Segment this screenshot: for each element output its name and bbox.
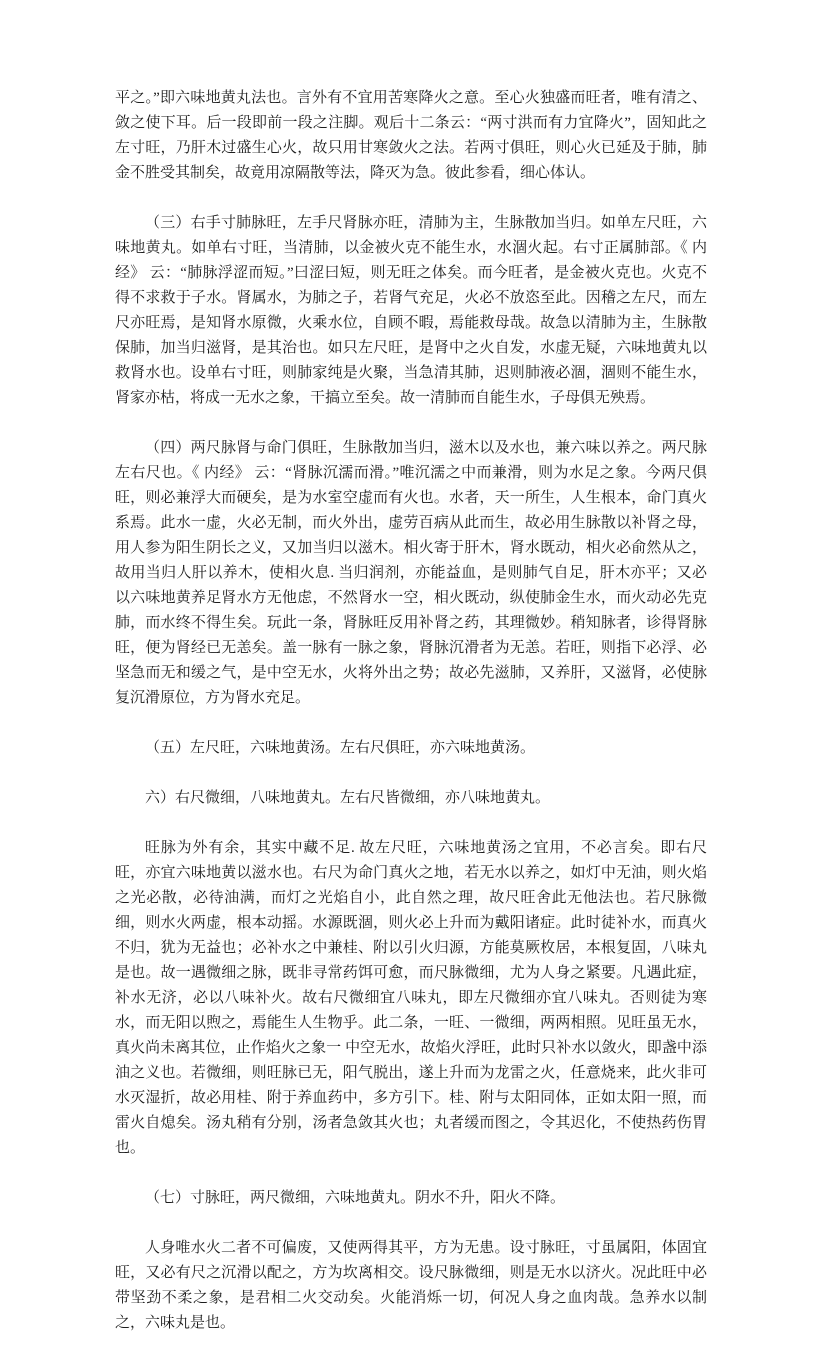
paragraph-continuation: 平之。”即六味地黄丸法也。言外有不宜用苦寒降火之意。至心火独盛而旺者，唯有清之、敛之使下耳。后一段即前一段之注脚。观后十二条云：“两寸洪而有力宜降火”，固知此之左寸旺，乃肝木过盛生心火，故只用甘寒敛火之法。若两寸俱旺，则心火已延及于肺，肺金不胜受其制矣，故竟用凉隔散等法，降灭为急。彼此参看，细心体认。 [115, 90, 707, 181]
paragraph-closing: 人身唯水火二者不可偏废，又使两得其平，方为无患。设寸脉旺，寸虽属阳，体固宜旺，又必有尺之沉滑以配之，方为坎离相交。设尺脉微细，则是无水以济火。况此旺中必带坚劲不柔之象，是君相二火交动矣。火能消烁一切，何况人身之血肉哉。急养水以制之，六味丸是也。 [115, 1240, 707, 1331]
paragraph-item-7: （七）寸脉旺，两尺微细，六味地黄丸。阴水不升，阳火不降。 [145, 1190, 566, 1206]
document-page [115, 86, 707, 1361]
paragraph-item-5: （五）左尺旺，六味地黄汤。左右尺俱旺，亦六味地黄汤。 [145, 740, 536, 756]
paragraph-item-3: （三）右手寸肺脉旺，左手尺肾脉亦旺，清肺为主，生脉散加当归。如单左尺旺，六味地黄丸。如单右寸旺，当清肺，以金被火克不能生水，水涸火起。右寸正属肺部。《 内经》 云：“肺脉浮涩而短。”曰涩曰短，则无旺之体矣。而今旺者，是金被火克也。火克不得不求救于子水。肾属水，为肺之子，若肾气充足，火必不放恣至此。因稽之左尺，而左尺亦旺焉，是知肾水原微，火乘水位，自顾不暇，焉能救母哉。故急以清肺为主，生脉散保肺，加当归滋肾，是其治也。如只左尺旺，是肾中之火自发，水虚无疑，六味地黄丸以救肾水也。设单右寸旺，则肺家纯是火聚，当急清其肺，迟则肺液必涸，涸则不能生水，肾家亦枯，将成一无水之象，干搞立至矣。故一清肺而自能生水，子母俱无殃焉。 [115, 215, 707, 406]
paragraph-item-4: （四）两尺脉肾与命门俱旺，生脉散加当归，滋木以及水也，兼六味以养之。两尺脉左右尺也。《 内经》 云：“肾脉沉濡而滑。”唯沉濡之中而兼滑，则为水足之象。今两尺俱旺，则必兼浮大而硬矣，是为水室空虚而有火也。水者，天一所生，人生根本，命门真火系焉。此水一虚，火必无制，而火外出，虚劳百病从此而生，故必用生脉散以补肾之母，用人参为阳生阴长之义，又加当归以滋木。相火寄于肝木，肾水既动，相火必俞然从之，故用当归人肝以养木，使相火息. 当归润剂，亦能益血，是则肺气自足，肝木亦平；又必以六味地黄养足肾水方无他虑，不然肾水一空，相火既动，纵使肺金生水，而火动必先克肺，而水终不得生矣。玩此一条，肾脉旺反用补肾之药，其理微妙。稍知脉者，诊得肾脉旺，便为肾经已无恙矣。盖一脉有一脉之象，肾脉沉滑者为无恙。若旺，则指下必浮、必坚急而无和缓之气，是中空无水，火将外出之势；故必先滋肺，又养肝，又滋肾，必使脉复沉滑原位，方为肾水充足。 [115, 440, 707, 706]
paragraph-commentary: 旺脉为外有余，其实中藏不足. 故左尺旺，六味地黄汤之宜用，不必言矣。即右尺旺，亦宜六味地黄以滋水也。右尺为命门真火之地，若无水以养之，如灯中无油，则火焰之光必散，必待油满，而灯之光焰自小，此自然之理，故尺旺舍此无他法也。若尺脉微细，则水火两虚，根本动摇。水源既涸，则火必上升而为戴阳诸症。此时徒补水，而真火不归，犹为无益也；必补水之中兼桂、附以引火归源，方能莫厥枚居，本根复固，八味丸是也。故一遇微细之脉，既非寻常药饵可愈，而尺脉微细，尤为人身之紧要。凡遇此症，补水无济，必以八味补火。故右尺微细宜八味丸，即左尺微细亦宜八味丸。否则徒为寒水，而无阳以煦之，焉能生人生物乎。此二条，一旺、一微细，两两相照。见旺虽无水，真火尚未离其位，止作焰火之象一 中空无水，故焰火浮旺，此时只补水以敛火，即盏中添油之义也。若微细，则旺脉已无，阳气脱出，遂上升而为龙雷之火，任意烧来，此火非可水灭湿折，故必用桂、附于养血药中，多方引下。桂、附与太阳同体，正如太阳一照，而雷火自熄矣。汤丸稍有分别，汤者急敛其火也；丸者缓而图之，令其迟化，不使热药伤胃也。 [115, 840, 707, 1156]
paragraph-item-6: 六）右尺微细，八味地黄丸。左右尺皆微细，亦八味地黄丸。 [145, 790, 551, 806]
